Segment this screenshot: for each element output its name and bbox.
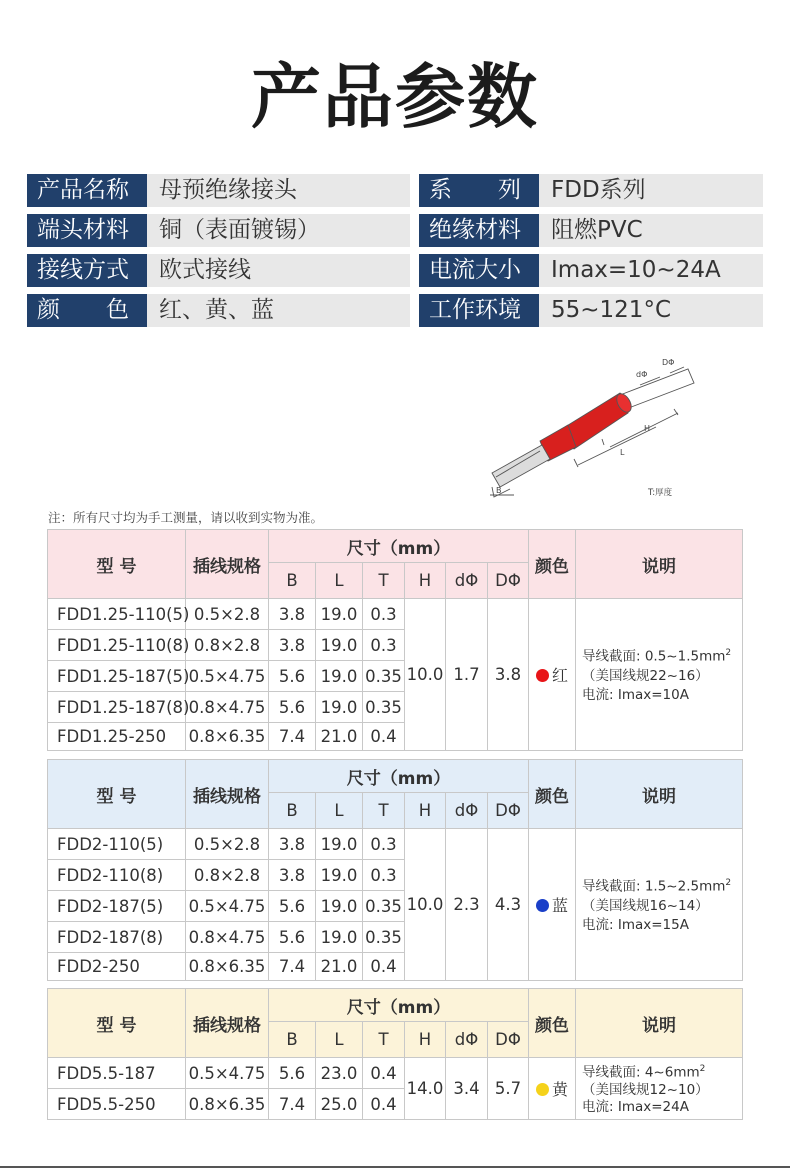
spec-label: 绝缘材料 [419, 214, 539, 247]
spec-value: FDD系列 [539, 174, 763, 207]
header-size: 尺寸（mm） [269, 989, 529, 1022]
cell-spec: 0.8×2.8 [186, 630, 269, 661]
cell-D: 4.3 [488, 829, 529, 981]
cell-model: FDD1.25-110(8) [48, 630, 186, 661]
cell-L: 21.0 [316, 723, 363, 751]
header-spec: 插线规格 [186, 530, 269, 599]
desc-wire-section: 导线截面: 1.5~2.5mm [582, 878, 726, 895]
spec-label: 端头材料 [27, 214, 147, 247]
cell-B: 3.8 [269, 829, 316, 860]
desc-awg: （美国线规12~10） [582, 1081, 709, 1098]
header-B: B [269, 563, 316, 599]
spec-environment [419, 294, 763, 327]
dim-label-B: B [496, 486, 502, 495]
cell-B: 7.4 [269, 723, 316, 751]
color-name: 红 [551, 666, 568, 685]
cell-model: FDD2-187(5) [48, 891, 186, 922]
cell-model: FDD5.5-187 [48, 1058, 186, 1089]
header-D: DΦ [488, 793, 529, 829]
measurement-note: 注：所有尺寸均为手工测量，请以收到实物为准。 [48, 510, 324, 525]
spec-value: 铜（表面镀锡） [147, 214, 410, 247]
cell-T: 0.3 [363, 630, 405, 661]
spec-label: 产品名称 [27, 174, 147, 207]
header-D: DΦ [488, 563, 529, 599]
desc-awg: （美国线规16~14） [582, 897, 709, 914]
header-T: T [363, 563, 405, 599]
cell-L: 19.0 [316, 829, 363, 860]
header-size: 尺寸（mm） [269, 760, 529, 793]
cell-desc: 导线截面: $1.5\sim 2.5mm^2$ （美国线规16~14） 电流: Imax=15A [576, 829, 743, 981]
header-H: H [405, 563, 446, 599]
cell-L: 23.0 [316, 1058, 363, 1089]
cell-spec: 0.8×2.8 [186, 860, 269, 891]
cell-spec: 0.8×6.35 [186, 723, 269, 751]
spec-label: 工作环境 [419, 294, 539, 327]
cell-desc: 导线截面: $4\sim 6mm^2$ （美国线规12~10） 电流: Imax=24A [576, 1058, 743, 1120]
cell-desc: 导线截面: $0.5\sim 1.5mm^2$ （美国线规22~16） 电流: Imax=10A [576, 599, 743, 751]
desc-current: 电流: Imax=24A [582, 1098, 689, 1115]
cell-T: 0.4 [363, 953, 405, 981]
cell-model: FDD2-187(8) [48, 922, 186, 953]
cell-D: 5.7 [488, 1058, 529, 1120]
cell-T: 0.35 [363, 891, 405, 922]
color-dot-red [536, 669, 549, 682]
cell-L: 19.0 [316, 922, 363, 953]
desc-current: 电流: Imax=10A [582, 686, 689, 703]
header-L: L [316, 563, 363, 599]
spec-insulation-material [419, 214, 763, 247]
cell-L: 19.0 [316, 860, 363, 891]
cell-H: 14.0 [405, 1058, 446, 1120]
spec-label: 接线方式 [27, 254, 147, 287]
spec-color [27, 294, 410, 327]
cell-L: 21.0 [316, 953, 363, 981]
cell-model: FDD1.25-250 [48, 723, 186, 751]
spec-series [419, 174, 763, 207]
cell-T: 0.35 [363, 692, 405, 723]
cell-B: 7.4 [269, 1089, 316, 1120]
spec-value: Imax=10~24A [539, 254, 763, 287]
spec-label: 颜 色 [27, 294, 147, 327]
table-row [48, 599, 743, 630]
header-color: 颜色 [529, 530, 576, 599]
terminal-drawing [470, 355, 700, 505]
cell-D: 3.8 [488, 599, 529, 751]
header-desc: 说明 [576, 530, 743, 599]
spec-table-blue [47, 759, 743, 981]
cell-model: FDD2-250 [48, 953, 186, 981]
header-d: dΦ [446, 793, 488, 829]
spec-table-red [47, 529, 743, 751]
spec-value: 红、黄、蓝 [147, 294, 410, 327]
header-H: H [405, 1022, 446, 1058]
desc-wire-section: 导线截面: 4~6mm [582, 1064, 700, 1081]
cell-L: 19.0 [316, 661, 363, 692]
cell-model: FDD1.25-187(5) [48, 661, 186, 692]
spec-current [419, 254, 763, 287]
header-size: 尺寸（mm） [269, 530, 529, 563]
header-desc: 说明 [576, 989, 743, 1058]
page-title: 产品参数 [251, 56, 539, 138]
cell-T: 0.4 [363, 1058, 405, 1089]
cell-T: 0.35 [363, 922, 405, 953]
header-color: 颜色 [529, 989, 576, 1058]
cell-B: 5.6 [269, 1058, 316, 1089]
cell-model: FDD1.25-187(8) [48, 692, 186, 723]
cell-d: 1.7 [446, 599, 488, 751]
cell-spec: 0.5×2.8 [186, 599, 269, 630]
spec-table-yellow [47, 988, 743, 1120]
header-D: DΦ [488, 1022, 529, 1058]
spec-label: 电流大小 [419, 254, 539, 287]
header-model: 型 号 [48, 989, 186, 1058]
header-d: dΦ [446, 1022, 488, 1058]
dim-label-D: DΦ [662, 358, 675, 367]
header-H: H [405, 793, 446, 829]
cell-spec: 0.5×4.75 [186, 891, 269, 922]
header-T: T [363, 1022, 405, 1058]
cell-B: 7.4 [269, 953, 316, 981]
cell-T: 0.35 [363, 661, 405, 692]
cell-color [529, 829, 576, 981]
dim-label-d: dΦ [636, 370, 648, 379]
spec-value: 阻燃PVC [539, 214, 763, 247]
cell-T: 0.3 [363, 829, 405, 860]
cell-L: 19.0 [316, 692, 363, 723]
cell-model: FDD2-110(5) [48, 829, 186, 860]
header-B: B [269, 793, 316, 829]
cell-T: 0.3 [363, 860, 405, 891]
spec-value: 母预绝缘接头 [147, 174, 410, 207]
header-B: B [269, 1022, 316, 1058]
color-name: 蓝 [551, 896, 568, 915]
cell-spec: 0.8×4.75 [186, 922, 269, 953]
header-d: dΦ [446, 563, 488, 599]
cell-spec: 0.5×4.75 [186, 1058, 269, 1089]
spec-value: 55~121°C [539, 294, 763, 327]
cell-T: 0.3 [363, 599, 405, 630]
cell-spec: 0.8×6.35 [186, 953, 269, 981]
cell-model: FDD1.25-110(5) [48, 599, 186, 630]
desc-current: 电流: Imax=15A [582, 916, 689, 933]
bottom-divider [0, 1166, 790, 1168]
cell-spec: 0.5×2.8 [186, 829, 269, 860]
cell-L: 19.0 [316, 630, 363, 661]
cell-B: 5.6 [269, 891, 316, 922]
cell-L: 19.0 [316, 891, 363, 922]
cell-B: 5.6 [269, 661, 316, 692]
table-row [48, 1058, 743, 1089]
header-color: 颜色 [529, 760, 576, 829]
table-row [48, 829, 743, 860]
header-L: L [316, 1022, 363, 1058]
cell-model: FDD2-110(8) [48, 860, 186, 891]
cell-spec: 0.8×4.75 [186, 692, 269, 723]
header-L: L [316, 793, 363, 829]
cell-d: 2.3 [446, 829, 488, 981]
spec-wiring-method [27, 254, 410, 287]
cell-H: 10.0 [405, 829, 446, 981]
cell-B: 5.6 [269, 922, 316, 953]
color-name: 黄 [551, 1080, 568, 1099]
cell-B: 5.6 [269, 692, 316, 723]
header-spec: 插线规格 [186, 760, 269, 829]
cell-color [529, 1058, 576, 1120]
header-spec: 插线规格 [186, 989, 269, 1058]
cell-L: 19.0 [316, 599, 363, 630]
cell-B: 3.8 [269, 599, 316, 630]
cell-B: 3.8 [269, 630, 316, 661]
dim-label-L: L [620, 448, 625, 457]
spec-value: 欧式接线 [147, 254, 410, 287]
desc-awg: （美国线规22~16） [582, 667, 709, 684]
header-desc: 说明 [576, 760, 743, 829]
cell-color [529, 599, 576, 751]
cell-H: 10.0 [405, 599, 446, 751]
cell-B: 3.8 [269, 860, 316, 891]
header-model: 型 号 [48, 760, 186, 829]
cell-L: 25.0 [316, 1089, 363, 1120]
cell-spec: 0.8×6.35 [186, 1089, 269, 1120]
desc-wire-section: 导线截面: 0.5~1.5mm [582, 648, 726, 665]
spec-label: 系 列 [419, 174, 539, 207]
dim-label-H: H [644, 424, 651, 433]
spec-terminal-material [27, 214, 410, 247]
header-model: 型 号 [48, 530, 186, 599]
cell-model: FDD5.5-250 [48, 1089, 186, 1120]
color-dot-yellow [536, 1083, 549, 1096]
thickness-note: T:厚度 [648, 488, 673, 498]
cell-d: 3.4 [446, 1058, 488, 1120]
cell-T: 0.4 [363, 723, 405, 751]
header-T: T [363, 793, 405, 829]
cell-T: 0.4 [363, 1089, 405, 1120]
color-dot-blue [536, 899, 549, 912]
cell-spec: 0.5×4.75 [186, 661, 269, 692]
spec-product-name [27, 174, 410, 207]
